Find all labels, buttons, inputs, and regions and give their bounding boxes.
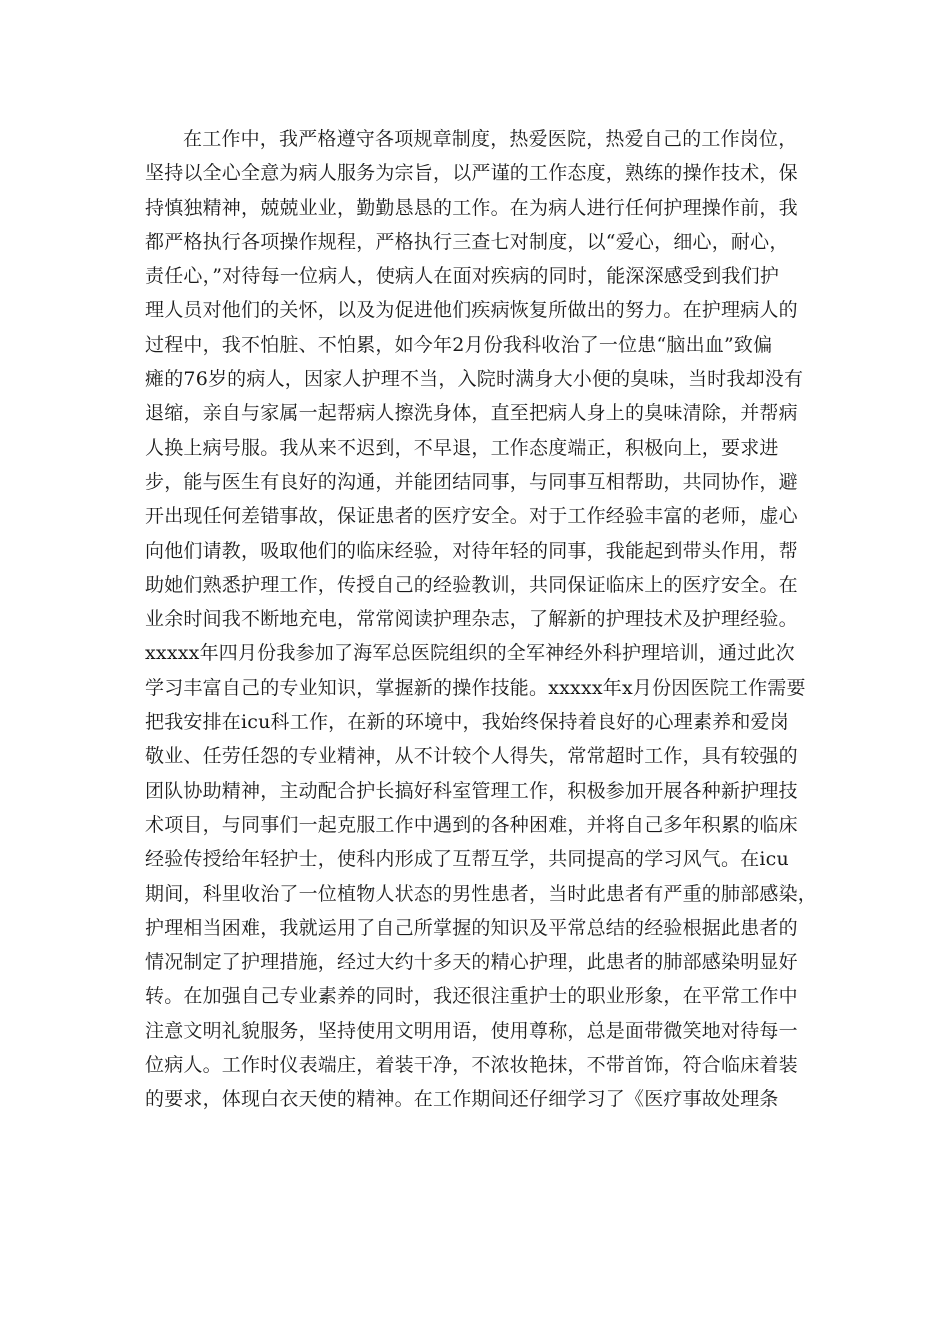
text-line: 把我安排在icu科工作，在新的环境中，我始终保持着良好的心理素养和爱岗 [145,711,789,734]
text-line: 护理相当困难，我就运用了自己所掌握的知识及平常总结的经验根据此患者的 [145,916,798,939]
text-line: 业余时间我不断地充电，常常阅读护理杂志，了解新的护理技术及护理经验。 [145,608,798,631]
text-line: 助她们熟悉护理工作，传授自己的经验教训，共同保证临床上的医疗安全。在 [145,573,798,596]
text-line: 在工作中，我严格遵守各项规章制度，热爱医院，热爱自己的工作岗位， [183,128,798,150]
text-line: 开出现任何差错事故，保证患者的医疗安全。对于工作经验丰富的老师，虚心 [145,505,798,528]
text-line: 敬业、任劳任怨的专业精神，从不计较个人得失，常常超时工作，具有较强的 [145,745,798,768]
text-line: 的要求，体现白衣天使的精神。在工作期间还仔细学习了《医疗事故处理条 [145,1088,779,1111]
text-line: 退缩，亲自与家属一起帮病人擦洗身体，直至把病人身上的臭味清除，并帮病 [145,402,798,425]
text-line: 团队协助精神，主动配合护长搞好科室管理工作，积极参加开展各种新护理技 [145,779,798,802]
text-line: 都严格执行各项操作规程，严格执行三查七对制度，以“爱心，细心，耐心， [145,230,789,253]
text-line: 持慎独精神，兢兢业业，勤勤恳恳的工作。在为病人进行任何护理操作前，我 [145,196,798,219]
text-line: 术项目，与同事们一起克服工作中遇到的各种困难，并将自己多年积累的临床 [145,813,798,836]
text-line: 注意文明礼貌服务，坚持使用文明用语，使用尊称，总是面带微笑地对待每一 [145,1019,798,1042]
text-line: 期间，科里收治了一位植物人状态的男性患者，当时此患者有严重的肺部感染， [145,882,818,905]
text-line: 向他们请教，吸取他们的临床经验，对待年轻的同事，我能起到带头作用，帮 [145,539,798,562]
text-line: 情况制定了护理措施，经过大约十多天的精心护理，此患者的肺部感染明显好 [145,951,798,974]
text-line: 步，能与医生有良好的沟通，并能团结同事，与同事互相帮助，共同协作，避 [145,470,798,493]
text-line: 位病人。工作时仪表端庄，着装干净，不浓妆艳抹，不带首饰，符合临床着装 [145,1054,798,1077]
text-line: 过程中，我不怕脏、不怕累，如今年2月份我科收治了一位患“脑出血”致偏 [145,333,773,356]
text-line: 责任心，”对待每一位病人，使病人在面对疾病的同时，能深深感受到我们护 [145,265,780,288]
text-line: 瘫的76岁的病人，因家人护理不当，入院时满身大小便的臭味，当时我却没有 [145,368,804,391]
text-line: 学习丰富自己的专业知识，掌握新的操作技能。xxxxx年x月份因医院工作需要 [145,676,806,699]
text-line: 人换上病号服。我从来不迟到，不早退，工作态度端正，积极向上，要求进 [145,436,779,459]
text-line: 坚持以全心全意为病人服务为宗旨，以严谨的工作态度，熟练的操作技术，保 [145,162,798,185]
body-paragraph [145,122,818,1117]
text-line: 经验传授给年轻护士，使科内形成了互帮互学，共同提高的学习风气。在icu [145,848,789,871]
text-line: xxxxx年四月份我参加了海军总医院组织的全军神经外科护理培训，通过此次 [145,642,795,665]
text-line: 理人员对他们的关怀，以及为促进他们疾病恢复所做出的努力。在护理病人的 [145,299,798,322]
text-line: 转。在加强自己专业素养的同时，我还很注重护士的职业形象，在平常工作中 [145,985,798,1008]
